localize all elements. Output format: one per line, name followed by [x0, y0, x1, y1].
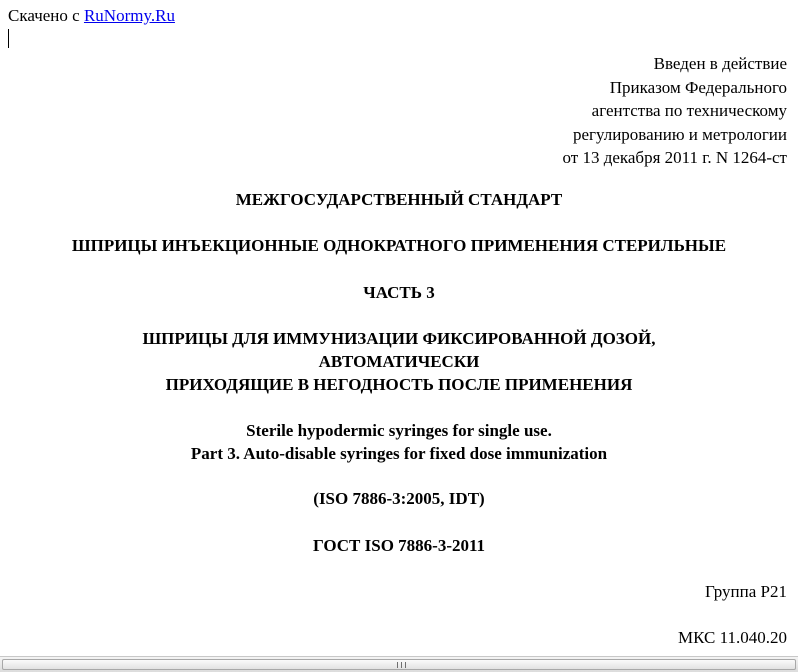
scrollbar-thumb[interactable]: [2, 659, 796, 670]
subtitle-line: ШПРИЦЫ ДЛЯ ИММУНИЗАЦИИ ФИКСИРОВАННОЙ ДОЗОЙ,: [142, 329, 656, 348]
english-title-line: Sterile hypodermic syringes for single use.: [246, 421, 552, 440]
source-line: [8, 6, 175, 26]
horizontal-scrollbar[interactable]: [0, 656, 798, 672]
grip-icon: [397, 662, 406, 668]
group-code: Группа Р21: [705, 582, 787, 601]
mks-code: МКС 11.040.20: [678, 628, 787, 647]
approval-line: агентства по техническому: [591, 101, 787, 121]
approval-line: Приказом Федерального: [609, 77, 787, 97]
approval-block: [562, 52, 787, 170]
subtitle-line: ПРИХОДЯЩИЕ В НЕГОДНОСТЬ ПОСЛЕ ПРИМЕНЕНИЯ: [165, 375, 633, 394]
english-title-line: Part 3. Auto-disable syringes for fixed dose immunization: [190, 444, 608, 463]
main-title: ШПРИЦЫ ИНЪЕКЦИОННЫЕ ОДНОКРАТНОГО ПРИМЕНЕНИЯ СТЕРИЛЬНЫЕ: [71, 236, 727, 255]
subtitle-block: [0, 327, 798, 396]
standard-type-heading: МЕЖГОСУДАРСТВЕННЫЙ СТАНДАРТ: [235, 190, 563, 209]
approval-line: от 13 декабря 2011 г. N 1264-ст: [562, 148, 787, 168]
source-link[interactable]: RuNormy.Ru: [83, 6, 175, 25]
text-cursor: [8, 29, 9, 48]
iso-reference: (ISO 7886-3:2005, IDT): [313, 489, 485, 508]
english-title-block: [0, 419, 798, 465]
source-prefix: Скачено с: [8, 6, 80, 25]
approval-line: Введен в действие: [653, 54, 787, 73]
standard-designation: ГОСТ ISO 7886-3-2011: [312, 536, 486, 555]
subtitle-line: АВТОМАТИЧЕСКИ: [318, 352, 480, 371]
part-heading: ЧАСТЬ 3: [363, 283, 435, 302]
approval-line: регулированию и метрологии: [572, 124, 787, 144]
